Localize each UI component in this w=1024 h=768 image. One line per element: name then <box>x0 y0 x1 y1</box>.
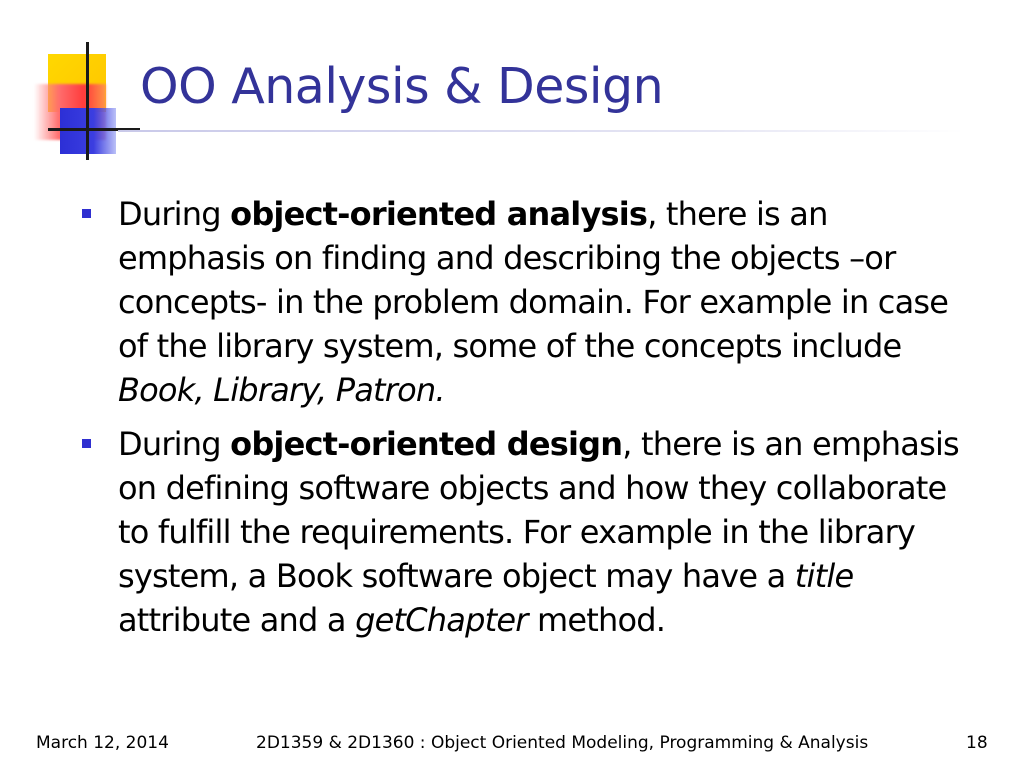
bullet-bold-term: object-oriented design <box>230 425 623 463</box>
bullet-text: , there is an emphasis on defining software objects and how they collaborate to fulfill the requirements. For example in the library system, a Book software object may have a <box>118 425 959 595</box>
bullet-italic-term: Book, Library, Patron. <box>118 371 445 409</box>
bullet-square-icon <box>82 209 91 218</box>
bullet-text: During <box>118 425 231 463</box>
logo-vertical-line <box>86 42 89 160</box>
bullet-item-design <box>76 422 976 642</box>
bullet-text: , there is an emphasis on finding and describing the objects –or concepts- in the problem domain. For example in case of the library system, some of the concepts include <box>118 195 949 365</box>
bullet-item-analysis <box>76 192 976 412</box>
bullet-text: attribute and a <box>118 601 356 639</box>
slide-logo-icon <box>30 40 140 160</box>
bullet-text: method. <box>527 601 666 639</box>
footer-date: March 12, 2014 <box>36 733 169 753</box>
bullet-square-icon <box>82 439 91 448</box>
footer-course-title: 2D1359 & 2D1360 : Object Oriented Modeling, Programming & Analysis <box>256 733 869 753</box>
title-underline <box>118 130 964 132</box>
bullet-bold-term: object-oriented analysis <box>230 195 648 233</box>
bullet-italic-term: getChapter <box>355 601 528 639</box>
bullet-italic-term: title <box>794 557 854 595</box>
footer-page-number: 18 <box>966 733 988 753</box>
bullet-text: During <box>118 195 231 233</box>
slide-title: OO Analysis & Design <box>140 58 664 115</box>
slide-body <box>76 192 976 652</box>
